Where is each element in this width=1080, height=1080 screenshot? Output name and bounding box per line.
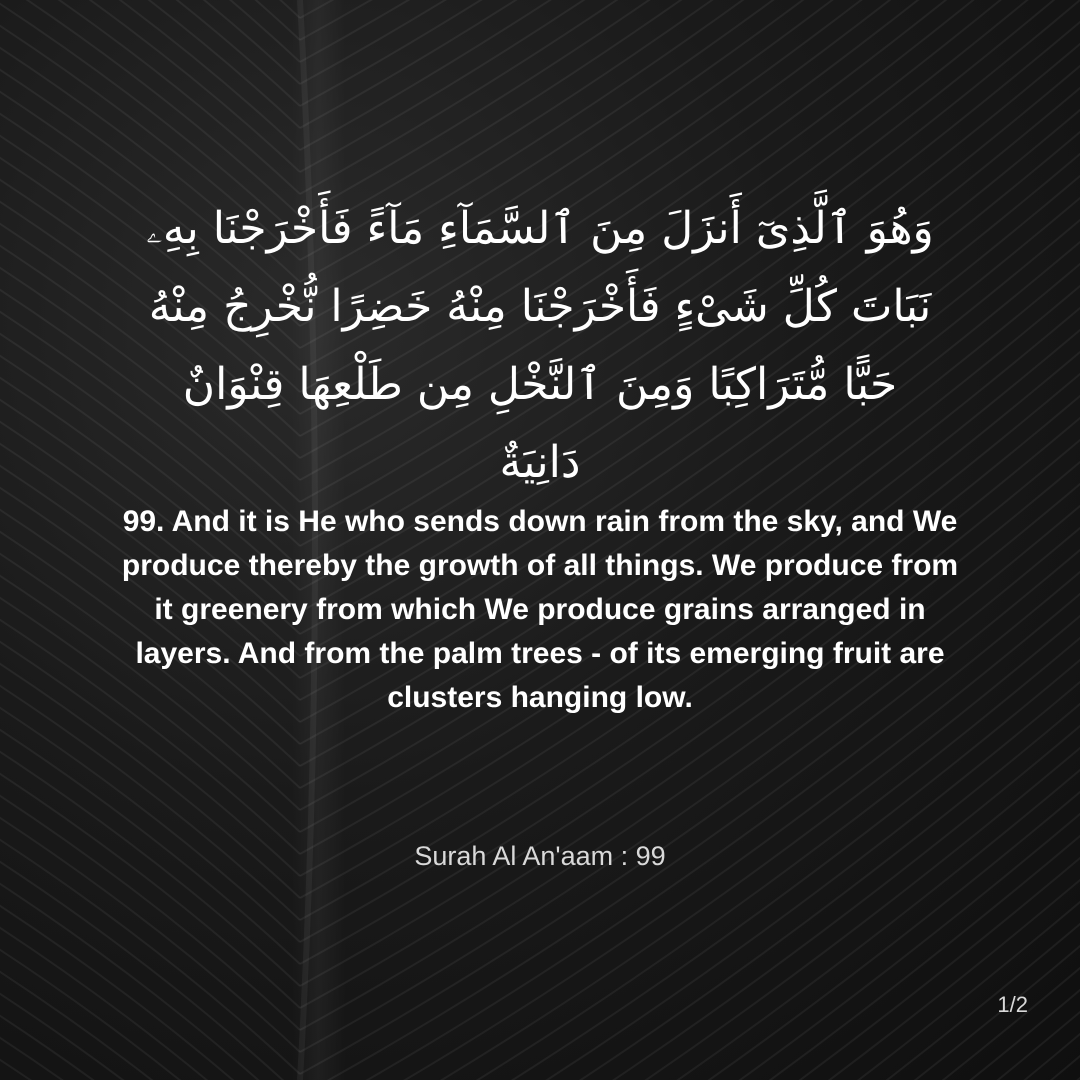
verse-translation: 99. And it is He who sends down rain from the sky, and We produce thereby the growth of all things. We produce from it greenery from which We produce grains arranged in layers. And from the palm trees - of its emerging fruit are clusters hanging low. [121,505,959,714]
arabic-verse-text: وَهُوَ ٱلَّذِىٓ أَنزَلَ مِنَ ٱلسَّمَآءِ مَآءً فَأَخْرَجْنَا بِهِۦ نَبَاتَ كُلِّ شَىْءٍ فَأَخْرَجْنَا مِنْهُ خَضِرًا نُّخْرِجُ مِنْهُ حَبًّا مُّتَرَاكِبًا وَمِنَ ٱلنَّخْلِ مِن طَلْعِهَا قِنْوَانٌ دَانِيَةٌ [146,203,934,488]
page-indicator: 1/2 [997,992,1028,1017]
surah-reference: Surah Al An'aam : 99 [414,841,666,871]
